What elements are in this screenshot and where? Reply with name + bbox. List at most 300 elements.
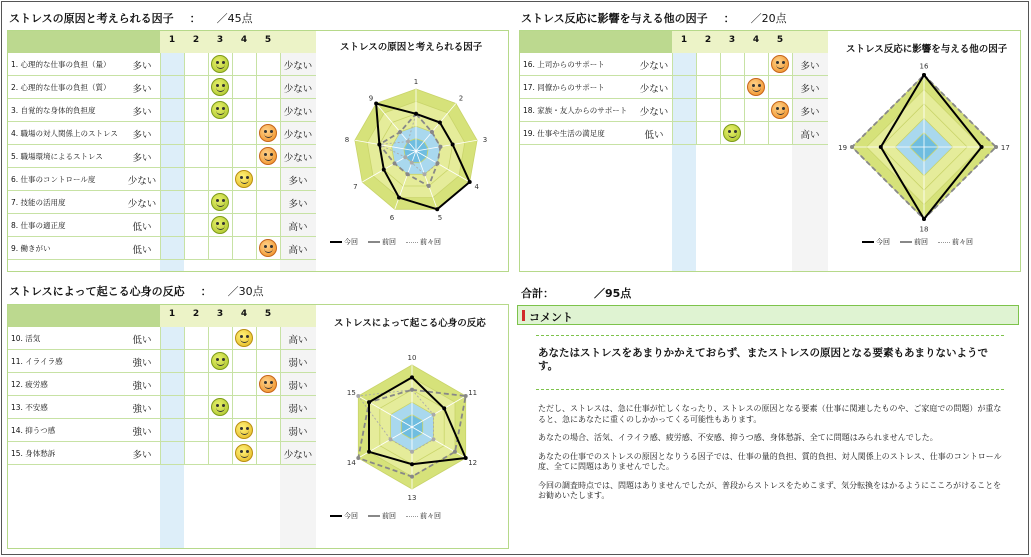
scale-number: 2 xyxy=(192,35,200,45)
cell-divider xyxy=(160,214,161,236)
high-label: 高い xyxy=(800,130,820,141)
smiley-face-icon xyxy=(211,193,229,211)
cell-divider xyxy=(672,53,673,75)
data-point xyxy=(374,102,378,106)
high-label: 弱い xyxy=(288,404,308,415)
cell-divider xyxy=(208,373,209,395)
factor-label: 1. 心理的な仕事の負担（量） xyxy=(11,60,111,69)
scale-number: 4 xyxy=(752,35,760,45)
table-header xyxy=(520,31,672,53)
cell-divider xyxy=(280,327,281,349)
data-point xyxy=(431,413,435,417)
data-point xyxy=(850,145,854,149)
scale-number: 5 xyxy=(264,309,272,319)
factor-label: 12. 疲労感 xyxy=(11,380,48,389)
table-row xyxy=(8,214,316,237)
cell-divider xyxy=(256,168,257,190)
cell-divider xyxy=(256,76,257,98)
cell-divider xyxy=(280,442,281,464)
data-point xyxy=(367,400,371,404)
low-label: 少ない xyxy=(639,107,669,118)
scale-number: 2 xyxy=(704,35,712,45)
cell-divider xyxy=(232,350,233,372)
axis-label: 10 xyxy=(407,353,417,362)
low-label: 低い xyxy=(644,130,664,141)
cell-divider xyxy=(184,442,185,464)
data-point xyxy=(427,184,431,188)
cell-divider xyxy=(160,76,161,98)
cell-divider xyxy=(184,373,185,395)
smiley-face-icon xyxy=(211,78,229,96)
cell-divider xyxy=(232,99,233,121)
cell-divider xyxy=(792,122,793,144)
data-point xyxy=(406,172,410,176)
cell-divider xyxy=(744,76,745,98)
smiley-face-icon xyxy=(771,55,789,73)
high-label: 少ない xyxy=(283,61,313,72)
scale-number: 1 xyxy=(168,309,176,319)
low-label: 低い xyxy=(132,245,152,256)
table-row xyxy=(8,237,316,260)
axis-label: 4 xyxy=(474,183,479,192)
data-point xyxy=(410,388,414,392)
cell-divider xyxy=(160,350,161,372)
smiley-face-icon xyxy=(211,55,229,73)
axis-label: 5 xyxy=(437,213,443,222)
low-label: 少ない xyxy=(639,84,669,95)
table-row xyxy=(8,145,316,168)
table-row xyxy=(8,191,316,214)
chart-title: ストレス反応に影響を与える他の因子 xyxy=(846,44,1008,55)
legend-label: 前回 xyxy=(382,512,396,520)
legend-label: 前々回 xyxy=(952,238,973,246)
data-point xyxy=(922,73,926,77)
reaction-section-title: ストレスによって起こる心身の反応 ： ／30点 xyxy=(9,285,264,298)
scale-number: 2 xyxy=(192,309,200,319)
legend-line-icon xyxy=(330,241,342,243)
data-point xyxy=(453,450,457,454)
high-label: 弱い xyxy=(288,381,308,392)
legend-item xyxy=(368,237,396,247)
table-row xyxy=(8,373,316,396)
factor-label: 2. 心理的な仕事の負担（質） xyxy=(11,83,111,92)
low-label: 多い xyxy=(132,107,152,118)
legend-item xyxy=(368,511,396,521)
low-label: 低い xyxy=(132,222,152,233)
chart-legend xyxy=(330,237,441,247)
cell-divider xyxy=(184,99,185,121)
comment-marker-icon xyxy=(522,310,525,321)
table-header xyxy=(8,305,160,327)
cell-divider xyxy=(184,214,185,236)
cell-divider xyxy=(720,53,721,75)
data-point xyxy=(356,394,360,398)
factor-label: 19. 仕事や生活の満足度 xyxy=(523,129,605,138)
low-label: 少ない xyxy=(639,61,669,72)
table-row xyxy=(8,122,316,145)
cell-divider xyxy=(208,350,209,372)
cell-divider xyxy=(256,419,257,441)
cell-divider xyxy=(744,53,745,75)
table-row xyxy=(520,53,828,76)
divider xyxy=(536,335,1004,336)
cell-divider xyxy=(208,145,209,167)
data-point xyxy=(438,121,442,125)
axis-label: 11 xyxy=(468,388,478,397)
cell-divider xyxy=(744,122,745,144)
cell-divider xyxy=(208,191,209,213)
low-label: 多い xyxy=(132,130,152,141)
legend-line-icon xyxy=(330,515,342,517)
axis-label: 19 xyxy=(838,144,848,152)
cell-divider xyxy=(160,191,161,213)
cell-divider xyxy=(256,53,257,75)
comment-paragraph: ただし、ストレスは、急に仕事が忙しくなったり、ストレスの原因となる要素（仕事に関連したものや、ご家庭での問題）が重なると、急にあなたに重くのしかかってくる可能性もあります。 xyxy=(538,404,1002,424)
cell-divider xyxy=(208,53,209,75)
cell-divider xyxy=(232,327,233,349)
high-label: 弱い xyxy=(288,358,308,369)
data-point xyxy=(410,475,414,479)
legend-item xyxy=(330,237,358,247)
data-point xyxy=(422,172,426,176)
low-label: 多い xyxy=(132,450,152,461)
axis-label: 12 xyxy=(468,459,478,468)
scale-number: 3 xyxy=(216,35,224,45)
chart-title: ストレスの原因と考えられる因子 xyxy=(340,42,483,53)
smiley-face-icon xyxy=(235,444,253,462)
smiley-face-icon xyxy=(211,398,229,416)
cell-divider xyxy=(696,76,697,98)
axis-label: 14 xyxy=(346,459,356,468)
smiley-face-icon xyxy=(235,421,253,439)
cell-divider xyxy=(208,168,209,190)
factor-label: 5. 職場環境によるストレス xyxy=(11,152,103,161)
cell-divider xyxy=(232,214,233,236)
cell-divider xyxy=(208,122,209,144)
axis-label: 3 xyxy=(482,135,488,144)
scale-number: 1 xyxy=(680,35,688,45)
legend-label: 今回 xyxy=(344,512,358,520)
cell-divider xyxy=(160,145,161,167)
smiley-face-icon xyxy=(235,329,253,347)
cell-divider xyxy=(256,99,257,121)
cell-divider xyxy=(280,53,281,75)
data-point xyxy=(410,450,414,454)
cell-divider xyxy=(256,396,257,418)
cell-divider xyxy=(280,191,281,213)
factor-label: 3. 自覚的な身体的負担度 xyxy=(11,106,96,115)
cell-divider xyxy=(792,53,793,75)
table-row xyxy=(8,419,316,442)
cell-divider xyxy=(256,145,257,167)
axis-label: 18 xyxy=(919,225,929,233)
smiley-face-icon xyxy=(211,216,229,234)
table-header xyxy=(8,31,160,53)
other-panel xyxy=(519,30,1021,272)
axis-label: 15 xyxy=(346,388,356,397)
data-point xyxy=(431,437,435,441)
table-row xyxy=(8,442,316,465)
low-label: 低い xyxy=(132,335,152,346)
factor-label: 17. 同僚からのサポート xyxy=(523,83,605,92)
factor-label: 7. 技能の活用度 xyxy=(11,198,66,207)
legend-label: 前回 xyxy=(382,238,396,246)
data-point xyxy=(389,437,393,441)
data-point xyxy=(451,143,455,147)
scale-number: 5 xyxy=(776,35,784,45)
cell-divider xyxy=(208,396,209,418)
data-point xyxy=(356,456,360,460)
axis-label: 6 xyxy=(389,213,395,222)
smiley-face-icon xyxy=(723,124,741,142)
legend-line-icon xyxy=(938,242,950,243)
cell-divider xyxy=(280,99,281,121)
low-label: 多い xyxy=(132,84,152,95)
cell-divider xyxy=(184,168,185,190)
cell-divider xyxy=(184,53,185,75)
low-label: 多い xyxy=(132,61,152,72)
scale-number: 3 xyxy=(216,309,224,319)
smiley-face-icon xyxy=(747,78,765,96)
cell-divider xyxy=(280,122,281,144)
high-label: 多い xyxy=(800,84,820,95)
high-label: 弱い xyxy=(288,427,308,438)
legend-line-icon xyxy=(862,241,874,243)
cell-divider xyxy=(232,191,233,213)
data-point xyxy=(980,145,984,149)
cell-divider xyxy=(184,145,185,167)
table-row xyxy=(520,76,828,99)
axis-label: 17 xyxy=(1000,144,1010,152)
legend-item xyxy=(862,237,890,247)
cell-divider xyxy=(768,99,769,121)
high-label: 少ない xyxy=(283,153,313,164)
cell-divider xyxy=(792,76,793,98)
low-label: 少ない xyxy=(127,176,157,187)
cell-divider xyxy=(696,122,697,144)
data-point xyxy=(922,217,926,221)
cell-divider xyxy=(184,191,185,213)
cell-divider xyxy=(280,168,281,190)
cause-section-title: ストレスの原因と考えられる因子 ： ／45点 xyxy=(9,12,253,25)
legend-line-icon xyxy=(368,515,380,517)
factor-label: 14. 抑うつ感 xyxy=(11,426,56,435)
cell-divider xyxy=(160,99,161,121)
cell-divider xyxy=(672,99,673,121)
data-point xyxy=(879,145,883,149)
cell-divider xyxy=(256,214,257,236)
cell-divider xyxy=(184,237,185,259)
cell-divider xyxy=(280,145,281,167)
legend-label: 今回 xyxy=(344,238,358,246)
factor-label: 6. 仕事のコントロール度 xyxy=(11,175,96,184)
cell-divider xyxy=(256,350,257,372)
comment-title: コメント xyxy=(529,311,573,324)
chart-title: ストレスによって起こる心身の反応 xyxy=(334,318,486,329)
comment-summary: あなたはストレスをあまりかかえておらず、またストレスの原因となる要素もあまりないようです。 xyxy=(538,347,989,372)
high-label: 少ない xyxy=(283,130,313,141)
smiley-face-icon xyxy=(259,239,277,257)
cell-divider xyxy=(768,53,769,75)
legend-line-icon xyxy=(406,516,418,517)
cell-divider xyxy=(280,350,281,372)
data-point xyxy=(464,456,468,460)
table-row xyxy=(8,168,316,191)
smiley-face-icon xyxy=(259,147,277,165)
cell-divider xyxy=(184,419,185,441)
high-label: 少ない xyxy=(283,84,313,95)
factor-label: 18. 家族・友人からのサポート xyxy=(523,106,628,115)
legend-label: 前々回 xyxy=(420,512,441,520)
data-point xyxy=(435,161,439,165)
axis-label: 8 xyxy=(344,135,350,144)
cell-divider xyxy=(232,53,233,75)
total-score: 合計： ／95点 xyxy=(521,287,632,300)
smiley-face-icon xyxy=(259,124,277,142)
scale-number: 4 xyxy=(240,35,248,45)
cause-panel xyxy=(7,30,509,272)
cell-divider xyxy=(232,419,233,441)
data-point xyxy=(414,112,418,116)
cell-divider xyxy=(160,122,161,144)
cell-divider xyxy=(280,237,281,259)
table-row xyxy=(8,99,316,122)
axis-label: 2 xyxy=(458,94,464,103)
high-label: 多い xyxy=(800,107,820,118)
cell-divider xyxy=(160,419,161,441)
cell-divider xyxy=(256,442,257,464)
cell-divider xyxy=(768,76,769,98)
low-label: 強い xyxy=(132,358,152,369)
chart-legend xyxy=(862,237,973,247)
factor-label: 16. 上司からのサポート xyxy=(523,60,605,69)
cell-divider xyxy=(184,122,185,144)
smiley-face-icon xyxy=(211,352,229,370)
legend-label: 今回 xyxy=(876,238,890,246)
other-section-title: ストレス反応に影響を与える他の因子 ： ／20点 xyxy=(521,12,787,25)
factor-label: 15. 身体愁訴 xyxy=(11,449,56,458)
high-label: 高い xyxy=(288,245,308,256)
high-label: 多い xyxy=(288,176,308,187)
high-label: 少ない xyxy=(283,450,313,461)
low-label: 多い xyxy=(132,153,152,164)
cell-divider xyxy=(208,99,209,121)
data-point xyxy=(994,145,998,149)
table-row xyxy=(8,350,316,373)
scale-number: 4 xyxy=(240,309,248,319)
data-point xyxy=(435,207,439,211)
legend-item xyxy=(938,237,973,247)
data-point xyxy=(442,406,446,410)
smiley-face-icon xyxy=(771,101,789,119)
high-label: 高い xyxy=(288,222,308,233)
cell-divider xyxy=(672,76,673,98)
cell-divider xyxy=(792,99,793,121)
cell-divider xyxy=(208,327,209,349)
cell-divider xyxy=(720,122,721,144)
data-point xyxy=(438,145,442,149)
cell-divider xyxy=(184,350,185,372)
reaction-panel xyxy=(7,304,509,549)
cell-divider xyxy=(720,76,721,98)
cell-divider xyxy=(232,237,233,259)
radar-chart xyxy=(320,61,504,233)
axis-label: 9 xyxy=(368,94,374,103)
cell-divider xyxy=(280,419,281,441)
table-row xyxy=(8,327,316,350)
data-point xyxy=(464,394,468,398)
comment-paragraph: あなたの場合、活気、イライラ感、疲労感、不安感、抑うつ感、身体愁訴、全てに問題はみられませんでした。 xyxy=(538,433,938,442)
cell-divider xyxy=(696,99,697,121)
cell-divider xyxy=(232,168,233,190)
legend-line-icon xyxy=(900,241,912,243)
cell-divider xyxy=(720,99,721,121)
cell-divider xyxy=(232,373,233,395)
data-point xyxy=(377,143,381,147)
divider xyxy=(536,389,1004,390)
cell-divider xyxy=(256,122,257,144)
axis-label: 1 xyxy=(413,77,419,86)
cell-divider xyxy=(744,99,745,121)
cell-divider xyxy=(208,76,209,98)
cell-divider xyxy=(256,191,257,213)
low-label: 少ない xyxy=(127,199,157,210)
data-point xyxy=(468,180,472,184)
cell-divider xyxy=(160,53,161,75)
legend-line-icon xyxy=(368,241,380,243)
smiley-face-icon xyxy=(235,170,253,188)
cell-divider xyxy=(256,327,257,349)
factor-label: 13. 不安感 xyxy=(11,403,48,412)
table-row xyxy=(520,99,828,122)
comment-body xyxy=(538,404,1008,510)
data-point xyxy=(430,130,434,134)
comment-paragraph: あなたの仕事でのストレスの原因となりうる因子では、仕事の量的負担、質的負担、対人関係上のストレス、仕事のコントロール度、全てに問題はありませんでした。 xyxy=(538,451,1002,471)
factor-label: 9. 働きがい xyxy=(11,244,51,253)
data-point xyxy=(393,161,397,165)
cell-divider xyxy=(280,396,281,418)
cell-divider xyxy=(184,327,185,349)
legend-label: 前々回 xyxy=(420,238,441,246)
legend-line-icon xyxy=(406,242,418,243)
data-point xyxy=(410,375,414,379)
cell-divider xyxy=(208,442,209,464)
cell-divider xyxy=(232,442,233,464)
data-point xyxy=(403,155,407,159)
data-point xyxy=(406,140,410,144)
cell-divider xyxy=(232,145,233,167)
scale-number: 5 xyxy=(264,35,272,45)
radar-chart xyxy=(320,335,504,507)
cell-divider xyxy=(232,76,233,98)
high-label: 多い xyxy=(288,199,308,210)
high-label: 多い xyxy=(800,61,820,72)
cell-divider xyxy=(208,214,209,236)
low-label: 強い xyxy=(132,404,152,415)
cell-divider xyxy=(232,396,233,418)
cell-divider xyxy=(280,214,281,236)
cell-divider xyxy=(256,373,257,395)
axis-label: 16 xyxy=(919,62,929,71)
comment-paragraph: 今回の調査時点では、問題はありませんでしたが、普段からストレスをためこまず、気分転換をはかるようにこころがけることをお勧めいたします。 xyxy=(538,480,1002,500)
factor-label: 10. 活気 xyxy=(11,334,41,343)
cell-divider xyxy=(208,237,209,259)
table-row xyxy=(8,76,316,99)
cell-divider xyxy=(160,373,161,395)
legend-item xyxy=(406,511,441,521)
cell-divider xyxy=(160,327,161,349)
legend-item xyxy=(900,237,928,247)
